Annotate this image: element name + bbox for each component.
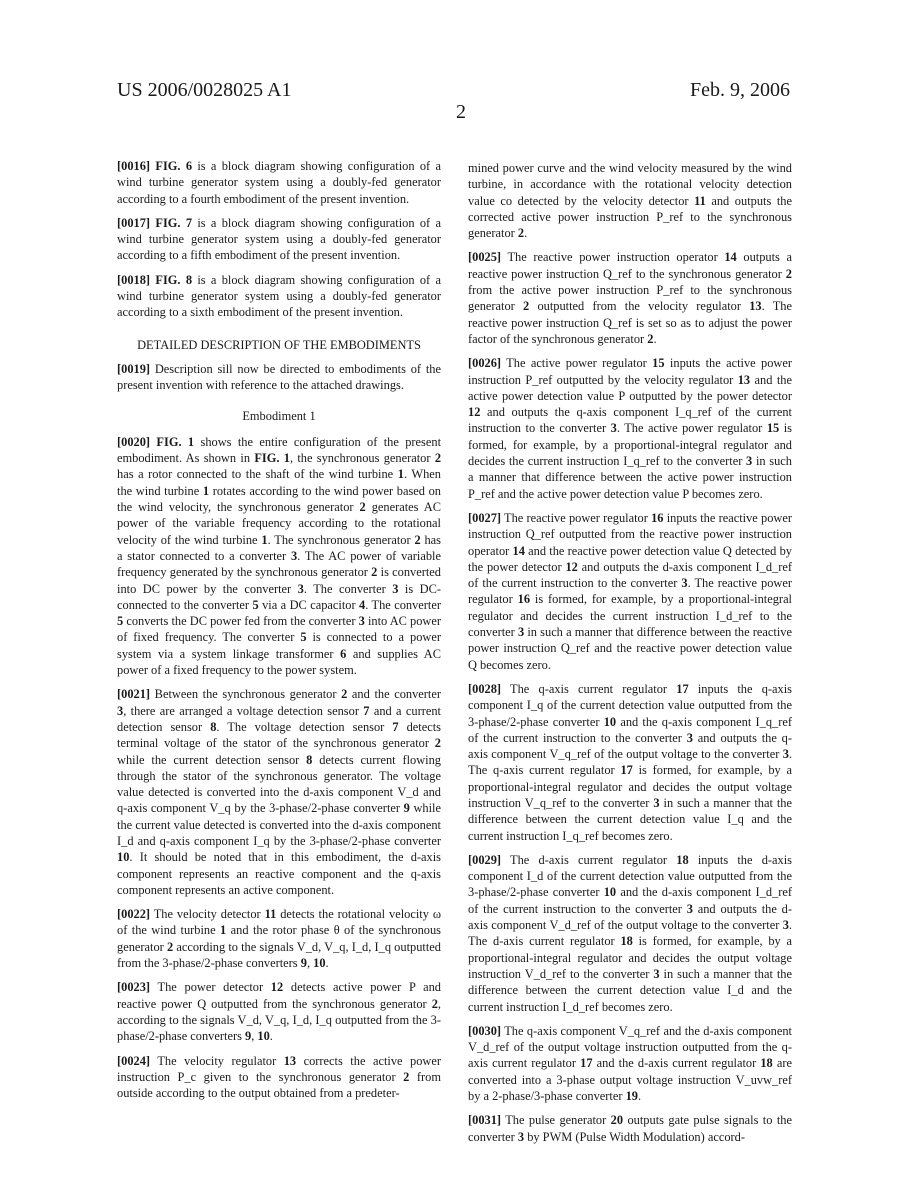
bold-text: 10 (257, 1029, 270, 1044)
bold-text: 14 (512, 543, 525, 558)
text-run: The reactive power regulator (501, 510, 652, 525)
text-run: via a DC capacitor (258, 597, 360, 612)
text-run: rotates according to the wind power based on the wind velocity, the synchronous generator (117, 483, 442, 515)
bold-text: [0024] (117, 1053, 151, 1068)
text-run: and the converter (347, 687, 441, 702)
bold-text: [0026] (468, 356, 502, 371)
text-run: The q-axis component V_q_ref and the d-axis component V_d_ref of the output voltage instruction outputted from the q-axis current regulator (468, 1023, 792, 1071)
bold-text: 1 (261, 532, 268, 547)
bold-text: 2 (434, 736, 441, 751)
text-run: . The d-axis current regulator (468, 918, 792, 949)
text-run: and a current detection sensor (117, 703, 441, 734)
bold-text: 5 (117, 614, 124, 629)
text-run: . (637, 1089, 642, 1104)
paragraph-p0029 (468, 852, 792, 1015)
text-run: inputs the reactive power instruction Q_ref outputted from the reactive power instruction operator (468, 510, 792, 558)
bold-text: 2 (403, 1069, 410, 1084)
bold-text: 2 (431, 996, 438, 1011)
bold-text: 9 (403, 801, 410, 816)
text-run: converts the DC power fed from the converter (123, 614, 359, 629)
bold-text: 16 (651, 510, 664, 525)
right-column (468, 160, 792, 1153)
text-run: , the synchronous generator (289, 451, 435, 466)
text-run: and the q-axis component I_q_ref of the current instruction to the converter (468, 714, 792, 745)
text-run: . (269, 1029, 273, 1044)
bold-text: 2 (523, 299, 530, 314)
bold-text: 9 (300, 956, 307, 971)
bold-text: 1 (397, 467, 404, 482)
text-run: and the rotor phase θ of the synchronous generator (117, 923, 442, 954)
text-run: . (524, 226, 528, 241)
text-run: in such a manner that the difference between the current detection value I_d and the current instruction I_d_ref becomes zero. (468, 966, 792, 1014)
bold-text: 3 (782, 918, 789, 933)
bold-text: [0022] (117, 907, 151, 922)
text-run: The pulse generator (501, 1113, 611, 1128)
paragraph-p0031 (468, 1112, 792, 1145)
text-run: and the d-axis component I_d_ref of the current instruction to the converter (468, 885, 792, 916)
bold-text: 17 (620, 763, 633, 778)
text-run: into AC power of fixed frequency. The converter (117, 614, 442, 645)
text-run: outputted from the velocity regulator (529, 299, 750, 314)
text-run: detects the rotational velocity ω of the wind turbine (117, 907, 442, 938)
bold-text: FIG. 1 (156, 434, 195, 449)
text-run: while the current detection sensor (117, 752, 307, 767)
text-run: is a block diagram showing configuration of a wind turbine generator system using a doubly-fed generator according to a fifth embodiment of the present invention. (117, 215, 441, 263)
text-run: and outputs the q-axis component V_q_ref of the output voltage to the converter (468, 730, 792, 762)
bold-text: 1 (202, 483, 210, 498)
text-run: mined power curve and the wind velocity measured by the wind turbine, in accordance with the rotational velocity detection value co detected by the velocity detector (468, 161, 792, 208)
text-run: inputs the q-axis component I_q of the current detection value outputted from the 3-phase/2-phase converter (468, 681, 792, 729)
bold-text: 17 (676, 681, 689, 696)
bold-text: FIG. 7 (155, 215, 193, 230)
text-run: by PWM (Pulse Width Modulation) accord- (524, 1129, 745, 1144)
text-run: corrects the active power instruction P_c given to the synchronous generator (117, 1053, 441, 1084)
text-run: in such a manner that difference between the reactive power instruction Q_ref and the reactive power detection value Q becomes zero. (468, 625, 792, 672)
text-run: . The q-axis current regulator (468, 747, 792, 778)
text-run: generates AC power of the variable frequency according to the rotational velocity of the wind turbine (117, 500, 441, 547)
bold-text: 3 (610, 421, 617, 436)
text-run: , there are arranged a voltage detection sensor (123, 703, 364, 718)
text-run: The velocity detector (150, 907, 265, 922)
text-run: is DC-connected to the converter (117, 581, 441, 612)
bold-text: 3 (653, 795, 660, 810)
bold-text: [0023] (117, 980, 151, 995)
bold-text: 2 (434, 451, 442, 466)
bold-text: 12 (270, 980, 284, 995)
bold-text: FIG. 1 (254, 451, 290, 466)
text-run: , (306, 956, 314, 971)
bold-text: 14 (724, 250, 737, 265)
text-run: . The voltage detection sensor (216, 719, 393, 734)
bold-text: [0019] (117, 361, 151, 376)
bold-text: 10 (603, 885, 617, 900)
bold-text: 9 (244, 1029, 252, 1044)
text-run: . The AC power of variable frequency generated by the synchronous generator (117, 548, 441, 580)
text-run: is formed, for example, by a proportional-integral regulator and decides the output voltage instruction V_d_ref to the converter (468, 934, 792, 981)
bold-text: 2 (166, 939, 174, 954)
text-run: shows the entire configuration of the present embodiment. As shown in (117, 434, 442, 466)
paragraph-p0016 (117, 158, 441, 207)
bold-text: 6 (340, 646, 347, 661)
text-run: while the current value detected is converted into the d-axis component I_d and q-axis component I_q by the 3-phase/2-phase converter (117, 801, 441, 848)
text-run: in such a manner that the difference between the current detection value I_q and the current instruction I_q_ref becomes zero. (468, 795, 792, 843)
text-run: . (653, 331, 657, 346)
bold-text: [0025] (468, 250, 502, 265)
bold-text: [0017] (117, 215, 151, 230)
bold-text: 10 (603, 714, 617, 729)
text-run: The velocity regulator (150, 1053, 284, 1068)
bold-text: 2 (517, 226, 525, 241)
bold-text: [0031] (468, 1113, 502, 1128)
bold-text: FIG. 6 (155, 159, 193, 173)
bold-text: 7 (392, 719, 399, 734)
text-run: outputs gate pulse signals to the converter (468, 1113, 792, 1144)
text-run: is formed, for example, by a proportional-integral regulator and decides the output voltage instruction V_q_ref to the converter (468, 763, 792, 810)
bold-text: 16 (517, 592, 531, 607)
left-column (117, 158, 441, 1109)
bold-text: [0029] (468, 852, 502, 867)
bold-text: 19 (625, 1089, 638, 1104)
bold-text: 15 (652, 356, 665, 371)
page-number: 2 (456, 101, 466, 123)
bold-text: 11 (694, 193, 706, 208)
text-run: . When the wind turbine (117, 467, 441, 498)
paragraph-p0026 (468, 355, 792, 502)
paragraph-p0018 (117, 272, 441, 321)
bold-text: FIG. 8 (155, 272, 193, 287)
bold-text: 15 (766, 421, 780, 436)
publication-date: Feb. 9, 2006 (690, 79, 790, 101)
bold-text: 12 (468, 405, 481, 420)
bold-text: 3 (290, 548, 298, 563)
paragraph-p0020 (117, 434, 441, 678)
text-run: . The converter (303, 581, 393, 596)
bold-text: 2 (371, 565, 378, 580)
bold-text: 8 (210, 719, 217, 734)
text-run: and outputs the q-axis component I_q_ref of the current instruction to the converter (468, 405, 792, 436)
text-run: . The reactive power instruction Q_ref is set so as to adjust the power factor of the synchronous generator (468, 299, 792, 346)
text-run: The power detector (150, 980, 271, 995)
text-run: from outside according to the output obtained from a predeter- (117, 1069, 441, 1101)
bold-text: 7 (363, 703, 370, 718)
bold-text: 20 (610, 1113, 624, 1128)
text-run: . It should be noted that in this embodiment, the d-axis component represents an reactive component and the q-axis component represents an active component. (117, 850, 441, 897)
text-run: is a block diagram showing configuration of a wind turbine generator system using a doubly-fed generator according to a sixth embodiment of the present invention. (117, 272, 441, 320)
bold-text: 1 (220, 923, 227, 938)
text-run: and the active power detection value P outputted by the power detector (468, 372, 792, 403)
bold-text: [0018] (117, 272, 151, 287)
paragraph-p0025 (468, 249, 792, 347)
text-run: The q-axis current regulator (501, 681, 677, 696)
text-run: in such a manner that difference between the active power instruction P_ref and the active power detection value P becomes zero. (468, 454, 792, 501)
text-run: has a rotor connected to the shaft of the wind turbine (117, 467, 398, 482)
text-run: has a stator connected to a converter (117, 532, 441, 563)
bold-text: [0030] (468, 1023, 502, 1038)
bold-text: 3 (746, 454, 753, 469)
bold-text: 2 (785, 266, 792, 281)
text-run: and the d-axis current regulator (592, 1056, 761, 1071)
paragraph-p0028 (468, 681, 792, 844)
bold-text: 3 (517, 625, 525, 640)
bold-text: 18 (760, 1056, 773, 1071)
bold-text: 2 (414, 532, 421, 547)
text-run: from the active power instruction P_ref to the synchronous generator (468, 283, 792, 314)
text-run: detects terminal voltage of the stator of the synchronous generator (117, 719, 442, 751)
bold-text: 4 (359, 597, 366, 612)
text-run: are converted into a 3-phase output voltage instruction V_uvw_ref by a 2-phase/3-phase converter (468, 1056, 792, 1104)
text-run: is formed, for example, by a proportional-integral regulator and decides the current instruction I_q_ref to the converter (468, 421, 792, 469)
paragraph-p0027 (468, 510, 792, 673)
text-run: is converted into DC power by the converter (117, 565, 441, 596)
bold-text: 10 (313, 956, 326, 971)
paragraph-p0017 (117, 215, 441, 264)
text-run: and supplies AC power of a fixed frequency to the power system. (117, 646, 442, 678)
bold-text: 17 (580, 1056, 593, 1071)
bold-text: [0016] (117, 159, 151, 173)
bold-text: [0021] (117, 687, 151, 702)
bold-text: [0027] (468, 510, 502, 525)
bold-text: [0020] (117, 434, 151, 449)
bold-text: 18 (676, 852, 689, 867)
paragraph-p0030 (468, 1023, 792, 1104)
bold-text: 3 (517, 1129, 525, 1144)
bold-text: 3 (653, 966, 660, 981)
bold-text: 3 (686, 901, 693, 916)
text-run: . The reactive power regulator (468, 576, 792, 607)
text-run: and the reactive power detection value Q detected by the power detector (468, 543, 792, 574)
text-run: Embodiment 1 (242, 408, 316, 423)
bold-text: 3 (782, 747, 789, 762)
text-run: . The converter (365, 597, 441, 612)
text-run: is connected to a power system via a system linkage transformer (117, 630, 441, 661)
text-run: The active power regulator (501, 356, 653, 371)
text-run: The d-axis current regulator (501, 852, 677, 867)
paragraph-p0024-cont (468, 160, 792, 241)
text-run: detects current flowing through the stator of the synchronous generator. The voltage value detected is converted into the d-axis component V_d and q-axis component V_q by the 3-phase/2-phase converter (117, 752, 442, 816)
bold-text: 18 (620, 934, 633, 949)
bold-text: 8 (306, 752, 313, 767)
bold-text: 3 (297, 581, 304, 596)
bold-text: 2 (341, 687, 348, 702)
bold-text: 5 (300, 630, 307, 645)
bold-text: 5 (252, 597, 259, 612)
text-run: and outputs the d-axis component V_d_ref of the output voltage to the converter (468, 901, 792, 933)
bold-text: 12 (565, 559, 578, 574)
text-run: and outputs the d-axis component I_d_ref of the current instruction to the converter (468, 559, 793, 591)
paragraph-p0021 (117, 686, 441, 898)
text-run: Description sill now be directed to embodiments of the present invention with reference to the attached drawings. (117, 361, 441, 393)
bold-text: 13 (283, 1053, 297, 1068)
paragraph-p0022 (117, 906, 441, 971)
text-run: . (325, 956, 329, 971)
text-run: detects active power P and reactive power Q outputted from the synchronous generator (117, 980, 441, 1011)
bold-text: 2 (647, 331, 654, 346)
publication-number: US 2006/0028025 A1 (117, 79, 292, 101)
embodiment-1-heading (117, 408, 441, 424)
bold-text: [0028] (468, 681, 502, 696)
bold-text: 2 (359, 500, 366, 515)
text-run: outputs a reactive power instruction Q_ref to the synchronous generator (468, 250, 792, 281)
bold-text: 3 (358, 614, 365, 629)
bold-text: 11 (264, 907, 277, 922)
text-run: is formed, for example, by a proportional-integral regulator and decides the current instruction I_d_ref to the converter (468, 592, 793, 640)
text-run: , according to the signals V_d, V_q, I_d, I_q outputted from the 3-phase/2-phase converters (117, 996, 441, 1044)
detailed-heading (117, 337, 441, 353)
bold-text: 3 (686, 730, 693, 745)
paragraph-p0019 (117, 361, 441, 394)
text-run: DETAILED DESCRIPTION OF THE EMBODIMENTS (137, 337, 421, 352)
text-run: Between the synchronous generator (150, 687, 342, 702)
bold-text: 13 (749, 299, 762, 314)
text-run: and outputs the corrected active power instruction P_ref to the synchronous generator (468, 193, 792, 241)
text-run: according to the signals V_d, V_q, I_d, I_q outputted from the 3-phase/2-phase converters (117, 939, 441, 971)
bold-text: 13 (737, 372, 751, 387)
bold-text: 3 (392, 581, 399, 596)
bold-text: 10 (117, 850, 130, 865)
text-run: , (251, 1029, 258, 1044)
text-run: The reactive power instruction operator (501, 250, 725, 265)
bold-text: 3 (681, 576, 688, 591)
paragraph-p0024 (117, 1053, 441, 1102)
text-run: is a block diagram showing configuration of a wind turbine generator system using a doubly-fed generator according to a fourth embodiment of the present invention. (117, 159, 441, 206)
text-run: inputs the d-axis component I_d of the current detection value outputted from the 3-phase/2-phase converter (468, 852, 792, 900)
text-run: . The synchronous generator (267, 532, 415, 547)
paragraph-p0023 (117, 979, 441, 1044)
text-run: . The active power regulator (616, 421, 767, 436)
text-run: inputs the active power instruction P_ref outputted by the velocity regulator (468, 356, 792, 387)
bold-text: 3 (117, 703, 124, 718)
